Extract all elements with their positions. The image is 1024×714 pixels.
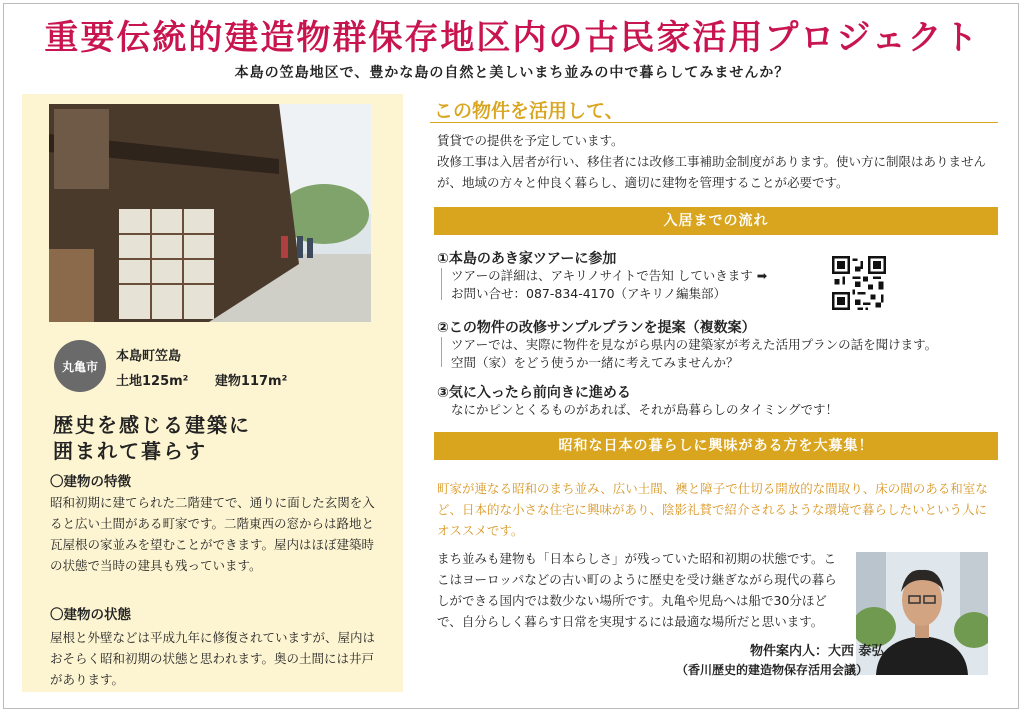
step1-title: ①本島のあき家ツアーに参加 <box>437 251 617 267</box>
recruit-bar: 昭和な日本の暮らしに興味がある方を大募集！ <box>434 432 998 460</box>
property-photo <box>49 104 371 322</box>
recruit-body-text: まち並みも建物も「日本らしさ」が残っていた昭和初期の状態です。ここはヨーロッパなどの古い町のように歴史を受け継ぎながら現代の暮らしができる国内では数少ない場所です。丸亀や児島へは船で30分ほどで、自分らしく暮らす日常を実現するには最適な場所だと思います。 <box>437 551 837 629</box>
usage-heading: この物件を活用して、 <box>434 100 624 122</box>
guide-name: 物件案内人：大西 泰弘 <box>750 644 885 659</box>
condition-text: 屋根と外壁などは平成九年に修復されていますが、屋内はおそらく昭和初期の状態と思われます。奥の土間には井戸があります。 <box>50 630 376 687</box>
usage-divider <box>430 122 998 123</box>
building-area: 建物117m² <box>214 374 288 389</box>
qr-code[interactable] <box>832 256 886 310</box>
guide-org: （香川歴史的建造物保存活用会議） <box>676 663 869 677</box>
condition-title: 〇建物の状態 <box>50 607 131 623</box>
usage-text1: 賃貸での提供を予定しています。 <box>437 133 624 148</box>
property-address: 本島町笠島 <box>116 349 182 364</box>
step1-line1[interactable]: ツアーの詳細は、アキリノサイトで告知 していきます ➡ <box>451 268 768 283</box>
property-heading-line2: 囲まれて暮らす <box>53 439 207 463</box>
features-text: 昭和初期に建てられた二階建てで、通りに面した玄関を入ると広い土間がある町家です。二階東西の窓からは路地と瓦屋根の家並みを望むことができます。屋内はほぼ建築時の状態で当時の建具も残っています。 <box>50 495 375 573</box>
flow-bar: 入居までの流れ <box>434 207 998 235</box>
land-area: 土地125m² <box>116 374 189 389</box>
step2-arrow <box>441 337 442 367</box>
recruit-highlight-text: 町家が連なる昭和のまち並み、広い土間、襖と障子で仕切る開放的な間取り、床の間のある和室など、日本的な小さな住宅に興味があり、陰影礼賛で紹介されるような環境で暮らしたいという人にオススメです。 <box>437 481 988 538</box>
step1-arrow <box>441 268 442 300</box>
property-area <box>116 370 309 389</box>
step3-line1: なにかピンとくるものがあれば、それが島暮らしのタイミングです！ <box>451 402 839 417</box>
usage-text2: 改修工事は入居者が行い、移住者には改修工事補助金制度があります。使い方に制限はありませんが、地域の方々と仲良く暮らし、適切に建物を管理することが必要です。 <box>437 154 987 190</box>
city-badge: 丸亀市 <box>54 340 106 392</box>
property-heading-line1: 歴史を感じる建築に <box>53 413 251 437</box>
step2-title: ②この物件の改修サンプルプランを提案（複数案） <box>437 320 756 336</box>
property-heading <box>53 412 383 464</box>
page-subtitle: 本島の笠島地区で、豊かな島の自然と美しいまち並みの中で暮らしてみませんか？ <box>234 65 790 81</box>
step1-line2: お問い合せ：087-834-4170（アキリノ編集部） <box>451 286 727 301</box>
step2-line1: ツアーでは、実際に物件を見ながら県内の建築家が考えた活用プランの話を聞けます。 <box>451 337 938 352</box>
page-title: 重要伝統的建造物群保存地区内の古民家活用プロジェクト <box>44 18 980 58</box>
step2-line2: 空間（家）をどう使うか一緒に考えてみませんか？ <box>451 355 739 370</box>
features-title: 〇建物の特徴 <box>50 474 131 490</box>
step3-title: ③気に入ったら前向きに進める <box>437 385 631 401</box>
